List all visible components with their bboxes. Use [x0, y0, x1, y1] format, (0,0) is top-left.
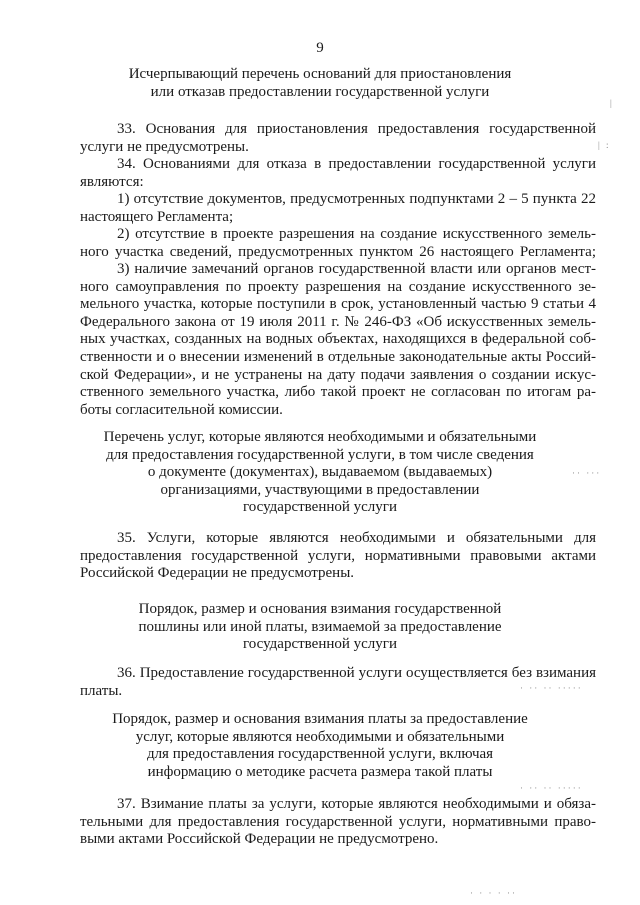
- paragraph-line: 34. Основаниями для отказа в предоставлении государственной услуги: [117, 156, 596, 172]
- paragraph-34-item-2: [80, 226, 596, 261]
- paragraph-line: 36. Предоставление государственной услуги осуществляется без взимания: [117, 665, 596, 681]
- paragraph-line: выми актами Российской Федерации не предусмотрено.: [80, 831, 439, 848]
- paragraph-35: [80, 530, 596, 583]
- paragraph-line: ственного земельного участка, либо такой проект не согласован по итогам ра-: [80, 384, 596, 401]
- heading-line: информацию о методике расчета размера такой платы: [147, 763, 493, 780]
- paragraph-line: Российской Федерации не предусмотрены.: [80, 565, 355, 582]
- scan-speck: |: [610, 98, 614, 108]
- paragraph-33: [80, 121, 596, 156]
- scan-speck: | :: [598, 140, 611, 150]
- paragraph-line: 33. Основания для приостановления предоставления государственной: [117, 121, 596, 137]
- paragraph-line: ных участках, созданных на водных объектах, находящихся в федеральной соб-: [80, 331, 596, 348]
- paragraph-line: 37. Взимание платы за услуги, которые являются необходимыми и обяза-: [117, 796, 596, 812]
- heading-line: Порядок, размер и основания взимания государственной: [138, 601, 502, 617]
- paragraph-line: настоящего Регламента;: [80, 208, 234, 225]
- paragraph-37: [80, 796, 596, 849]
- paragraph-line: ного участка сведений, предусмотренных пунктом 26 настоящего Регламента;: [80, 243, 596, 260]
- section-heading-necessary-services: [0, 429, 640, 517]
- scan-speck: · · · · ··: [470, 888, 517, 898]
- paragraph-34: [80, 156, 596, 191]
- heading-line: Порядок, размер и основания взимания платы за предоставление: [112, 711, 528, 727]
- paragraph-line: ской Федерации», и не устранены на дату подачи заявления о создании искус-: [80, 366, 596, 383]
- paragraph-line: 1) отсутствие документов, предусмотренных подпунктами 2 – 5 пункта 22: [117, 191, 596, 207]
- section-heading-grounds-for-suspension: [0, 66, 640, 101]
- heading-line: Исчерпывающий перечень оснований для приостановления: [128, 66, 512, 82]
- scan-speck: · ·· ·· ·····: [520, 683, 583, 693]
- heading-line: о документе (документах), выдаваемом (выдаваемых): [147, 464, 493, 480]
- paragraph-line: ственности и о внесении изменений в отдельные законодательные акты Россий-: [80, 348, 596, 365]
- paragraph-34-item-3: [80, 261, 596, 419]
- paragraph-line: являются:: [80, 173, 144, 190]
- paragraph-line: Федерального закона от 19 июля 2011 г. № 246-ФЗ «Об искусственных земель-: [80, 313, 596, 330]
- section-heading-state-fee: [0, 601, 640, 654]
- heading-line: государственной услуги: [243, 636, 397, 652]
- heading-line: или отказав предоставлении государственной услуги: [150, 83, 490, 100]
- paragraph-line: 3) наличие замечаний органов государственной власти или органов мест-: [117, 261, 596, 277]
- paragraph-34-item-1: [80, 191, 596, 226]
- paragraph-line: платы.: [80, 682, 123, 699]
- scan-speck: ·· ···: [572, 468, 602, 478]
- paragraph-line: услуги не предусмотрены.: [80, 138, 249, 155]
- heading-line: пошлины или иной платы, взимаемой за предоставление: [138, 618, 502, 635]
- paragraph-36: [80, 665, 596, 700]
- heading-line: услуг, которые являются необходимыми и обязательными: [135, 728, 505, 745]
- scan-speck: · ·· ·· ·····: [520, 783, 583, 793]
- section-heading-fee-for-necessary-services: [0, 711, 640, 781]
- page-number: 9: [316, 40, 324, 56]
- paragraph-line: тельными для предоставления государственной услуги, нормативными право-: [80, 813, 596, 830]
- heading-line: для предоставления государственной услуги, в том числе сведения: [106, 446, 534, 463]
- paragraph-line: мельного участка, которые поступили в срок, установленный частью 9 статьи 4: [80, 296, 596, 313]
- heading-line: Перечень услуг, которые являются необходимыми и обязательными: [103, 429, 537, 445]
- heading-line: организациями, участвующими в предоставлении: [160, 481, 480, 498]
- paragraph-line: боты согласительной комиссии.: [80, 401, 283, 418]
- heading-line: для предоставления государственной услуги, включая: [146, 746, 494, 762]
- heading-line: государственной услуги: [243, 499, 397, 515]
- paragraph-line: ного самоуправления по проекту разрешения на создание искусственного зе-: [80, 278, 596, 295]
- paragraph-line: 35. Услуги, которые являются необходимыми и обязательными для: [117, 530, 596, 546]
- paragraph-line: 2) отсутствие в проекте разрешения на создание искусственного земель-: [117, 226, 596, 242]
- paragraph-line: предоставления государственной услуги, нормативными правовыми актами: [80, 547, 596, 564]
